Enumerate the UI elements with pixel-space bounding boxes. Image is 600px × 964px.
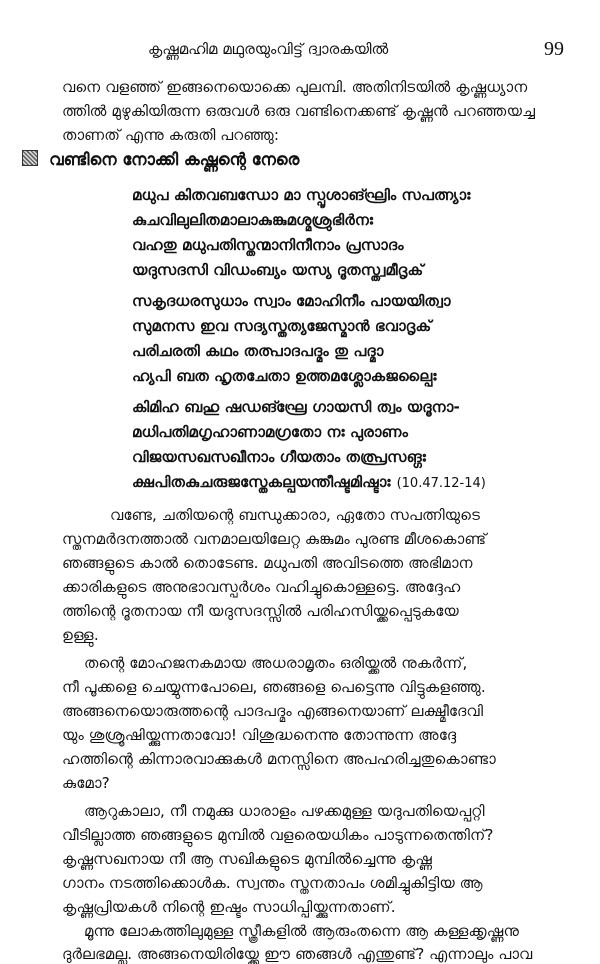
paragraph-line: അങ്ങനെയൊരുത്തന്റെ പാദപദ്മം എങ്ങനെയാണ് ലക്ഷ്മീദേവി [62, 702, 484, 720]
page-number: 99 [544, 38, 564, 60]
verse-line [132, 473, 486, 492]
paragraph-line: ദുർലഭമല്ല. അങ്ങനെയിരിയ്ക്കേ ഈ ഞങ്ങൾ എന്തുണ്ട്? എന്നാലും പാവ [62, 945, 533, 963]
intro-line: ത്തിൽ മുഴുകിയിരുന്ന ഒരുവൾ ഒരു വണ്ടിനെക്കണ്ട് കൃഷ്ണൻ പറഞ്ഞയച്ച [62, 102, 536, 120]
paragraph-line: വണ്ടേ, ചതിയന്റെ ബന്ധുക്കാരാ, ഏതോ സപത്നിയുടെ [110, 506, 480, 524]
paragraph-line: തന്റെ മോഹജനകമായ അധരാമൃതം ഒരിയ്ക്കൽ നുകർന്ന്, [84, 654, 468, 672]
intro-line: താണത് എന്നു കരുതി പറഞ്ഞു: [62, 126, 280, 144]
paragraph-line: ഉള്ളു. [62, 626, 99, 644]
paragraph-line: ക്കാരികളുടെ അനുഭാവസ്പർശം വഹിച്ചുകൊള്ളട്ടെ. അദ്ദേഹ [62, 578, 461, 596]
paragraph-line: നീ പൂക്കളെ ചെയ്യുന്നപോലെ, ഞങ്ങളെ പെട്ടെന്നു വിട്ടുകളഞ്ഞു. [62, 678, 486, 696]
section-heading-text: വണ്ടിനെ നോക്കി കഷ്ണന്റെ നേരെ [49, 150, 300, 169]
paragraph-line: കുമോ? [62, 774, 110, 792]
verse-line: കിമിഹ ബഹു ഷഡങ്ഘ്രേ ഗായസി ത്വം യദൂനാ- [132, 398, 460, 416]
bullet-square-icon [22, 150, 38, 166]
paragraph-line: കൃഷ്ണസഖനായ നീ ആ സഖികളുടെ മുമ്പിൽച്ചെന്നു കൃഷ്ണ [62, 850, 432, 868]
paragraph-line: ത്തിന്റെ ദൂതനായ നീ യദുസദസ്സിൽ പരിഹസിയ്ക്കപ്പെടുകയേ [62, 602, 459, 620]
verse-line-text: ക്ഷപിതകുചരുജസ്തേകല്പയന്തീഷ്ടമിഷ്ടാഃ [132, 473, 391, 491]
intro-line: വനെ വളഞ്ഞ് ഇങ്ങനെയൊക്കെ പുലമ്പി. അതിനിടയിൽ കൃഷ്ണധ്യാന [62, 78, 528, 96]
paragraph-line: വീടില്ലാത്ത ഞങ്ങളുടെ മുമ്പിൽ വളരെയധികം പാടുന്നതെന്തിന്? [62, 826, 494, 844]
chapter-title: കൃഷ്ണമഹിമ മഥുരയുംവിട്ട് ദ്വാരകയിൽ [148, 40, 389, 58]
verse-line: ഹ്യപി ബത ഹൃതചേതാ ഉത്തമശ്ലോകജല്പൈഃ [132, 367, 437, 385]
section-heading [22, 150, 299, 170]
verse-line: മധിപതിമഗൃഹാണാമഗ്രതോ നഃ പുരാണം [132, 423, 409, 441]
paragraph-line: ഗാനം നടത്തിക്കൊൾക. സ്വന്തം സ്തനതാപം ശമിച്ചുകിട്ടിയ ആ [62, 874, 483, 892]
running-header [0, 38, 600, 62]
verse-line: വിജയസഖസഖീനാം ഗീയതാം തത്പ്രസങ്ഗഃ [132, 448, 426, 466]
verse-line: യദുസദസി വിഡംബ്യം യസ്യ ദൂതസ്ത്വമീദൃക് [132, 261, 424, 279]
verse-line: പരിചരതി കഥം തത്പാദപദ്മം തു പദ്മാ [132, 342, 384, 360]
verse-reference: (10.47.12-14) [396, 476, 486, 491]
paragraph-line: ഹത്തിന്റെ കിന്നാരവാക്കുകൾ മനസ്സിനെ അപഹരിച്ചതുകൊണ്ടാ [62, 750, 496, 768]
verse-line: സകൃദധരസുധാം സ്വാം മോഹിനീം പായയിത്വാ [132, 292, 451, 310]
verse-line: സുമനസ ഇവ സദ്യസ്തത്യജേ‌സ്മാൻ ഭവാദൃക് [132, 317, 432, 335]
verse-line: മധുപ കിതവബന്ധോ മാ സ്പൃശാങ്ഘ്രിം സപത്ന്യാഃ [132, 186, 471, 204]
paragraph-line: ഞങ്ങളുടെ കാൽ തൊടേണ്ട. മധുപതി അവിടത്തെ അഭിമാന [62, 554, 473, 572]
paragraph-line: ആറുകാലാ, നീ നമുക്കു ധാരാളം പഴക്കമുള്ള യദുപതിയെപ്പറ്റി [84, 802, 485, 820]
verse-line: വഹതു മധുപതിസ്തന്മാനിനീനാം പ്രസാദം [132, 236, 404, 254]
paragraph-line: കൃഷ്ണപ്രിയകൾ നിന്റെ ഇഷ്ടം സാധിപ്പിയ്ക്കുന്നതാണ്. [62, 898, 396, 916]
paragraph-line: സ്തനമർദനത്താൽ വനമാലയിലേറ്റ കുങ്കുമം പുരണ്ട മീശകൊണ്ട് [62, 530, 487, 548]
paragraph-line: മൂന്നു ലോകത്തിലുമുള്ള സ്ത്രീകളിൽ ആരുംതന്നെ ആ കള്ളക്കൃഷ്ണനു [84, 922, 520, 940]
verse-line: കുചവിലുലിതമാലാകുങ്കുമശ്മശ്രുഭിർനഃ [132, 211, 374, 229]
paragraph-line: യും ശുശ്രൂഷിയ്ക്കുന്നതാവോ! വിശുദ്ധനെന്നു തോന്നുന്ന അദ്ദേ [62, 726, 457, 744]
